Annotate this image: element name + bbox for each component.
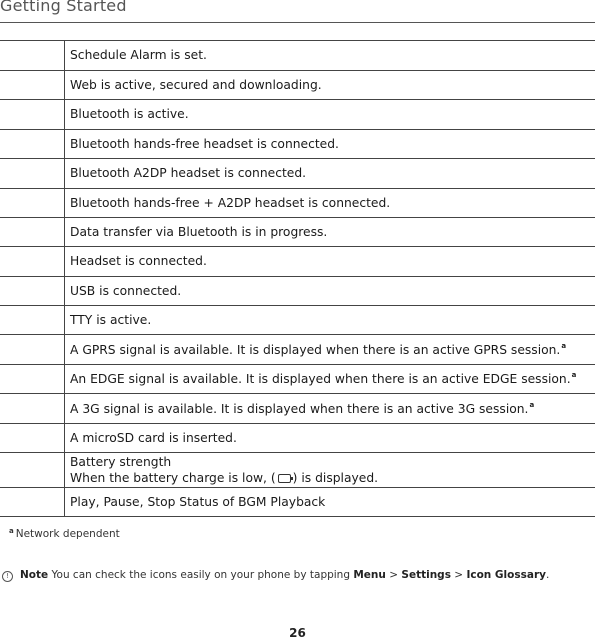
table-row <box>0 487 595 517</box>
gprs-icon <box>0 335 65 365</box>
row-description: Bluetooth A2DP headset is connected. <box>65 159 595 189</box>
note-separator: > <box>454 569 463 581</box>
note-icon-glossary: Icon Glossary <box>466 569 546 581</box>
low-battery-icon <box>278 474 291 483</box>
table-row <box>0 159 595 189</box>
row-description: A microSD card is inserted. <box>65 423 595 452</box>
row-text-line1: Battery strength <box>70 454 595 470</box>
note-text: You can check the icons easily on your phone by tapping <box>52 569 351 581</box>
footnote-marker: a <box>561 342 566 350</box>
bluetooth-a2dp-icon <box>0 159 65 189</box>
row-description: Bluetooth hands-free + A2DP headset is connected. <box>65 188 595 218</box>
row-text-part: ) is displayed. <box>293 471 378 485</box>
table-row <box>0 129 595 159</box>
edge-icon <box>0 364 65 394</box>
page-number: 26 <box>0 626 595 640</box>
microsd-icon <box>0 423 65 452</box>
row-text-part: When the battery charge is low, ( <box>70 471 276 485</box>
usb-icon <box>0 276 65 305</box>
alarm-icon <box>0 41 65 71</box>
table-row <box>0 218 595 247</box>
row-description: Schedule Alarm is set. <box>65 41 595 71</box>
table-row <box>0 276 595 305</box>
footnote-marker: a <box>572 371 577 379</box>
table-row <box>0 70 595 100</box>
table-row <box>0 452 595 487</box>
row-text: A 3G signal is available. It is displayed when there is an active 3G session. <box>70 402 528 416</box>
row-description <box>65 335 595 365</box>
bluetooth-handsfree-a2dp-icon <box>0 188 65 218</box>
bgm-playback-icon <box>0 487 65 517</box>
headset-icon <box>0 247 65 277</box>
table-row <box>0 364 595 394</box>
row-description <box>65 452 595 487</box>
note-settings: Settings <box>401 569 451 581</box>
note <box>2 569 549 582</box>
note-end: . <box>546 569 549 581</box>
row-description: Play, Pause, Stop Status of BGM Playback <box>65 487 595 517</box>
row-description: Bluetooth hands-free headset is connected. <box>65 129 595 159</box>
note-menu: Menu <box>353 569 386 581</box>
footnote <box>8 527 120 540</box>
row-description: Web is active, secured and downloading. <box>65 70 595 100</box>
table-row <box>0 41 595 71</box>
footnote-marker: a <box>9 527 14 535</box>
bluetooth-icon <box>0 100 65 130</box>
note-label: Note <box>20 569 48 581</box>
table-row <box>0 305 595 335</box>
web-secure-icon <box>0 70 65 100</box>
row-description: USB is connected. <box>65 276 595 305</box>
info-icon: ! <box>2 571 13 582</box>
row-description <box>65 364 595 394</box>
table-row <box>0 100 595 130</box>
footnote-marker: a <box>529 401 534 409</box>
row-text: A GPRS signal is available. It is displayed when there is an active GPRS session. <box>70 343 560 357</box>
bluetooth-headset-icon <box>0 129 65 159</box>
table-row <box>0 335 595 365</box>
battery-icon <box>0 452 65 487</box>
bluetooth-transfer-icon <box>0 218 65 247</box>
table-row <box>0 423 595 452</box>
table-row <box>0 188 595 218</box>
3g-icon <box>0 394 65 424</box>
section-title: Getting Started <box>0 0 127 15</box>
table-row <box>0 247 595 277</box>
tty-icon <box>0 305 65 335</box>
table-row <box>0 394 595 424</box>
row-text: An EDGE signal is available. It is displayed when there is an active EDGE session. <box>70 372 571 386</box>
row-description <box>65 394 595 424</box>
title-divider <box>0 22 595 23</box>
row-description: Data transfer via Bluetooth is in progress. <box>65 218 595 247</box>
note-separator: > <box>389 569 398 581</box>
row-text-line2 <box>70 470 595 486</box>
row-description: Headset is connected. <box>65 247 595 277</box>
row-description: Bluetooth is active. <box>65 100 595 130</box>
footnote-text: Network dependent <box>16 528 120 540</box>
row-description: TTY is active. <box>65 305 595 335</box>
icon-glossary-table <box>0 40 595 517</box>
